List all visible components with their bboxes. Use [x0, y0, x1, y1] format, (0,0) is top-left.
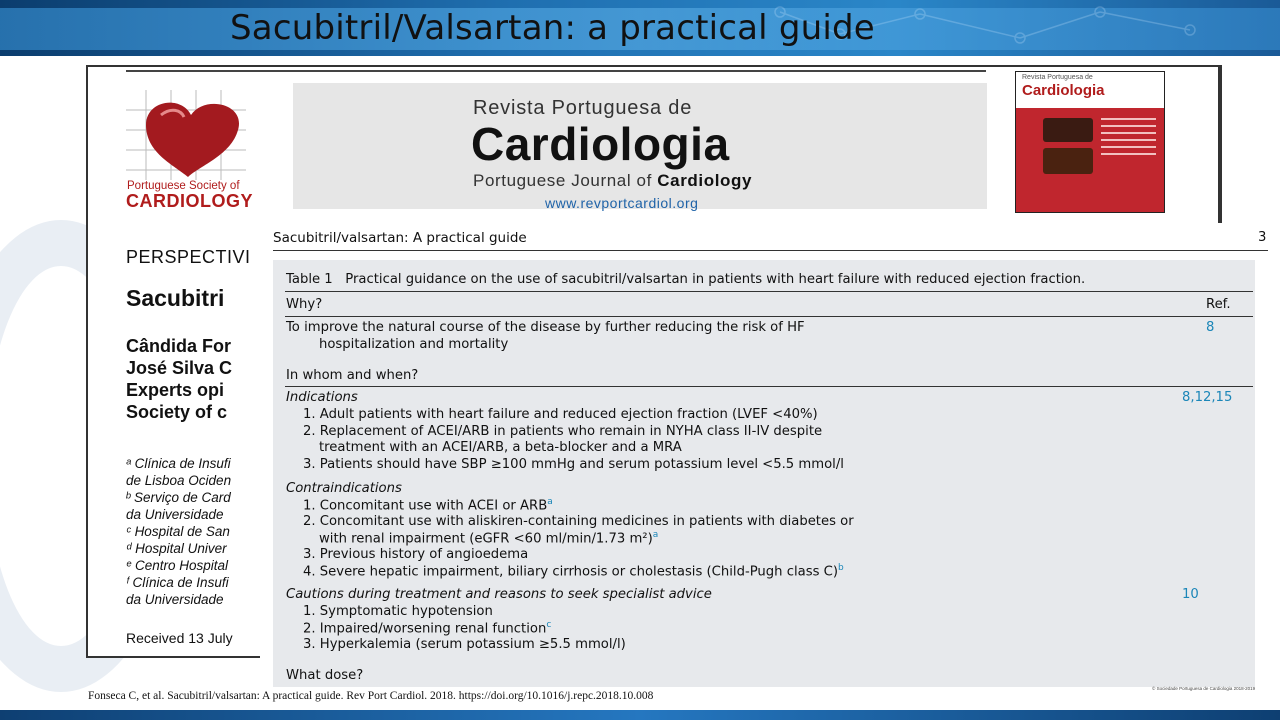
contraindication-text: with renal impairment (eGFR <60 ml/min/1.73 m²) — [319, 531, 653, 547]
section-heading-dose: What dose? — [286, 668, 364, 683]
received-date: Received 13 July — [126, 630, 233, 646]
journal-title-main: Cardiologia — [471, 118, 730, 170]
article-section-label: PERSPECTIVI — [126, 247, 251, 267]
affiliation-line: ᵈ Hospital Univer — [126, 541, 227, 556]
caution-item: 1. Symptomatic hypotension — [303, 604, 493, 619]
contraindication-item: 2. Concomitant use with aliskiren-containing medicines in patients with diabetes or — [303, 514, 854, 529]
society-name-line1: Portuguese Society of — [127, 180, 240, 192]
author-line-2: José Silva C — [126, 358, 233, 378]
bottom-accent-strip — [0, 710, 1280, 720]
society-name-line2: CARDIOLOGY — [126, 191, 254, 211]
contraindications-heading: Contraindications — [286, 481, 402, 496]
running-header: Sacubitril/valsartan: A practical guide — [273, 230, 527, 246]
table-caption-text: Practical guidance on the use of sacubitril/valsartan in patients with heart failure with reduced ejection fraction. — [345, 272, 1086, 287]
article-title-fragment: Sacubitri — [126, 285, 225, 311]
contraindication-item-cont — [319, 530, 658, 546]
cover-text-lines — [1101, 118, 1156, 160]
indications-heading: Indications — [286, 390, 358, 405]
column-header-ref: Ref. — [1206, 297, 1231, 312]
affiliation-line: da Universidade — [126, 592, 224, 607]
cover-top-text: Revista Portuguesa de — [1022, 74, 1093, 81]
journal-subtitle-prefix: Portuguese Journal of — [473, 171, 658, 190]
article-top-rule — [126, 70, 986, 72]
source-citation: Fonseca C, et al. Sacubitril/valsartan: A practical guide. Rev Port Cardiol. 2018. https://doi.org/10.1016/j.repc.2018.10.008 — [88, 690, 654, 702]
article-right-border — [1218, 67, 1222, 225]
reference-link[interactable]: 8,12,15 — [1182, 390, 1233, 405]
caution-item — [303, 620, 551, 636]
why-text-line2: hospitalization and mortality — [319, 337, 509, 352]
table-caption-label: Table 1 — [286, 272, 333, 287]
contraindication-item — [303, 497, 553, 513]
affiliation-line: ᶠ Clínica de Insufi — [126, 575, 229, 590]
reference-link[interactable]: 10 — [1182, 587, 1199, 602]
affiliation-line: de Lisboa Ociden — [126, 473, 232, 488]
affiliation-line: ᵉ Centro Hospital — [126, 558, 229, 573]
header-rule — [273, 250, 1268, 251]
slide-banner — [0, 0, 1280, 56]
slide-title: Sacubitril/Valsartan: a practical guide — [230, 8, 875, 48]
affiliation-line: da Universidade — [126, 507, 224, 522]
cover-image-2 — [1043, 148, 1093, 174]
author-line-1: Cândida For — [126, 336, 232, 356]
table-rule — [285, 386, 1253, 387]
reference-link[interactable]: 8 — [1206, 320, 1215, 335]
affiliation-line: ᶜ Hospital de San — [126, 524, 230, 539]
why-text-line1: To improve the natural course of the disease by further reducing the risk of HF — [286, 320, 805, 335]
table-rule — [285, 291, 1253, 292]
affiliation-line: ᵇ Serviço de Card — [126, 490, 231, 505]
journal-subtitle — [473, 171, 752, 191]
cover-image-1 — [1043, 118, 1093, 142]
contraindication-item — [303, 563, 844, 579]
affiliation-line: ᵃ Clínica de Insufi — [126, 456, 231, 471]
cover-header — [1016, 72, 1164, 108]
footnote-link[interactable]: b — [838, 563, 844, 573]
caution-item: 3. Hyperkalemia (serum potassium ≥5.5 mmol/l) — [303, 637, 626, 652]
contraindication-item: 3. Previous history of angioedema — [303, 547, 529, 562]
journal-cover-thumbnail — [1015, 71, 1165, 213]
indication-item-cont: treatment with an ACEI/ARB, a beta-blocker and a MRA — [319, 440, 682, 455]
table-page-image — [260, 223, 1268, 687]
author-line-3: Experts opi — [126, 380, 225, 400]
indication-item: 1. Adult patients with heart failure and reduced ejection fraction (LVEF <40%) — [303, 407, 818, 422]
journal-title-line1: Revista Portuguesa de — [473, 97, 693, 119]
cover-title: Cardiologia — [1022, 82, 1105, 99]
footnote-link[interactable]: a — [547, 497, 553, 507]
journal-banner — [293, 83, 987, 209]
indication-item: 3. Patients should have SBP ≥100 mmHg and serum potassium level <5.5 mmol/l — [303, 457, 844, 472]
guidance-table — [273, 260, 1255, 687]
cautions-heading: Cautions during treatment and reasons to seek specialist advice — [286, 587, 712, 602]
contraindication-text: 4. Severe hepatic impairment, biliary cirrhosis or cholestasis (Child-Pugh class C) — [303, 564, 838, 580]
page-number: 3 — [1258, 230, 1267, 245]
indication-item: 2. Replacement of ACEI/ARB in patients who remain in NYHA class II-IV despite — [303, 424, 823, 439]
copyright-notice: © Sociedade Portuguesa de Cardiologia 2018-2019 — [1152, 686, 1256, 691]
journal-subtitle-bold: Cardiology — [657, 171, 753, 190]
footnote-link[interactable]: c — [546, 620, 552, 630]
caution-text: 2. Impaired/worsening renal function — [303, 621, 547, 637]
journal-url: www.revportcardiol.org — [545, 195, 699, 211]
table-rule — [285, 316, 1253, 317]
contraindication-text: 1. Concomitant use with ACEI or ARB — [303, 498, 548, 514]
section-heading-who: In whom and when? — [286, 368, 419, 383]
table-caption — [286, 272, 1085, 287]
author-line-4: Society of c — [126, 402, 228, 422]
footnote-link[interactable]: a — [652, 530, 659, 540]
column-header-why: Why? — [286, 297, 323, 312]
